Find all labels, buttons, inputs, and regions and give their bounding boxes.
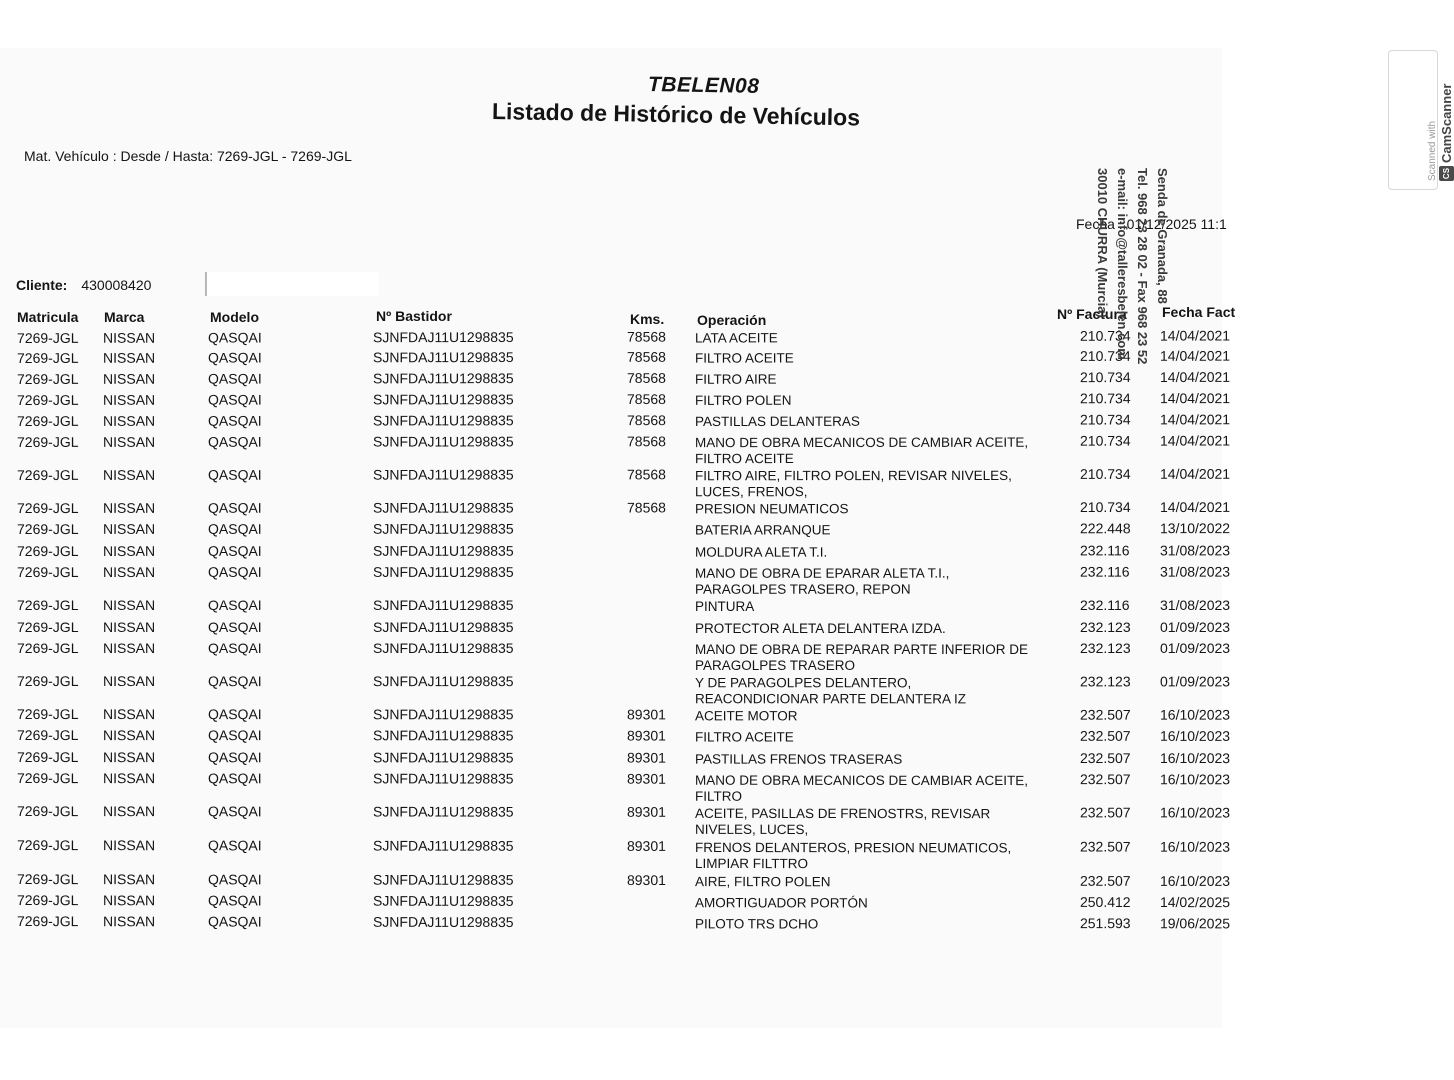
cell-fecha: 14/04/2021: [1159, 390, 1231, 407]
cell-fecha: 16/10/2023: [1159, 804, 1231, 821]
cell-factura: 232.116: [1079, 563, 1130, 580]
cell-op: FILTRO POLEN: [695, 392, 792, 408]
cell-kms: 78568: [626, 369, 666, 386]
cell-kms: 89301: [626, 727, 666, 744]
client-line: [16, 277, 151, 293]
cell-modelo: QASQAI: [207, 466, 262, 483]
cell-fecha: 16/10/2023: [1159, 727, 1231, 744]
cell-mat: 7269-JGL: [16, 913, 79, 930]
cell-factura: 210.734: [1079, 465, 1131, 482]
table-row: [0, 673, 1240, 707]
cell-modelo: QASQAI: [207, 563, 262, 580]
cell-marca: NISSAN: [102, 727, 156, 744]
table-row: [0, 327, 1240, 350]
cell-marca: NISSAN: [102, 391, 156, 408]
cell-modelo: QASQAI: [207, 391, 262, 408]
col-header-bastidor: Nº Bastidor: [376, 308, 452, 324]
cell-bastidor: SJNFDAJ11U1298835: [372, 412, 514, 429]
cell-marca: NISSAN: [102, 563, 156, 580]
cell-modelo: QASQAI: [207, 520, 262, 537]
cell-mat: 7269-JGL: [16, 640, 79, 657]
address-line-4: 30010 CHURRA (Murcia): [1095, 168, 1110, 318]
address-line-3: e-mail: info@talleresbelen.com: [1115, 168, 1130, 360]
cell-op: MOLDURA ALETA T.I.: [695, 544, 828, 560]
workshop-address: [1092, 168, 1172, 498]
col-header-factura: Nº Factura: [1057, 306, 1127, 322]
cell-factura: 210.734: [1079, 347, 1131, 364]
cell-factura: 251.593: [1079, 915, 1131, 932]
cell-mat: 7269-JGL: [16, 520, 79, 537]
cell-modelo: QASQAI: [207, 349, 262, 366]
cell-factura: 210.734: [1079, 411, 1131, 428]
table-row: [0, 542, 1240, 563]
table-row: [0, 749, 1240, 770]
col-header-fecha: Fecha Fact: [1162, 304, 1236, 320]
cell-op: ACEITE MOTOR: [694, 708, 798, 724]
cell-marca: NISSAN: [102, 770, 156, 787]
cell-op: FILTRO ACEITE: [695, 350, 794, 366]
cell-mat: 7269-JGL: [16, 499, 79, 516]
cell-mat: 7269-JGL: [16, 837, 79, 854]
cell-bastidor: SJNFDAJ11U1298835: [372, 370, 514, 387]
cell-mat: 7269-JGL: [16, 749, 79, 766]
table-row: [0, 465, 1240, 500]
cell-bastidor: SJNFDAJ11U1298835: [373, 619, 514, 635]
cell-mat: 7269-JGL: [16, 673, 79, 690]
client-label: Cliente:: [16, 277, 68, 293]
cell-marca: NISSAN: [102, 871, 156, 888]
cell-op: FILTRO ACEITE: [694, 729, 794, 745]
cell-mat: 7269-JGL: [16, 563, 79, 580]
table-row: [0, 892, 1240, 914]
vehicle-range: Mat. Vehículo : Desde / Hasta: 7269-JGL - 7269-JGL: [24, 148, 352, 164]
cell-fecha: 14/02/2025: [1159, 894, 1231, 911]
cell-kms: 89301: [626, 770, 666, 787]
cell-kms: 89301: [626, 749, 666, 766]
cell-marca: NISSAN: [102, 913, 156, 930]
redacted-client-name: [205, 272, 379, 296]
cell-bastidor: SJNFDAJ11U1298835: [372, 520, 514, 537]
cell-factura: 232.507: [1079, 872, 1131, 889]
cell-factura: 250.412: [1079, 893, 1131, 910]
cell-bastidor: SJNFDAJ11U1298835: [372, 640, 514, 657]
cell-op: PROTECTOR ALETA DELANTERA IZDA.: [695, 621, 946, 636]
cell-marca: NISSAN: [102, 837, 156, 854]
cell-kms: 78568: [626, 433, 666, 450]
cell-bastidor: SJNFDAJ11U1298835: [372, 871, 514, 888]
cell-factura: 232.116: [1080, 596, 1130, 613]
cell-op: MANO DE OBRA MECANICOS DE CAMBIAR ACEITE, FILTRO ACEITE: [695, 434, 1029, 467]
cell-fecha: 31/08/2023: [1159, 563, 1231, 580]
table-row: [0, 871, 1240, 893]
cell-bastidor: SJNFDAJ11U1298835: [372, 673, 514, 690]
cell-kms: 78568: [626, 348, 666, 365]
cell-modelo: QASQAI: [207, 433, 262, 450]
cell-factura: 210.734: [1079, 432, 1131, 449]
cell-marca: NISSAN: [102, 520, 156, 537]
cell-bastidor: SJNFDAJ11U1298835: [372, 391, 514, 408]
cell-op: FRENOS DELANTEROS, PRESION NEUMATICOS, LIMPIAR FILTTRO: [694, 839, 1012, 872]
cell-op: PASTILLAS FRENOS TRASERAS: [694, 751, 903, 767]
cell-kms: 78568: [626, 412, 666, 429]
cell-bastidor: SJNFDAJ11U1298835: [372, 749, 514, 766]
cell-modelo: QASQAI: [207, 871, 262, 888]
report-date: Fecha : 01/12/2025 11:1: [1076, 216, 1227, 232]
cell-modelo: QASQAI: [207, 803, 262, 820]
cell-fecha: 14/04/2021: [1159, 327, 1231, 344]
col-header-kms: Kms.: [630, 311, 665, 327]
cell-bastidor: SJNFDAJ11U1298835: [372, 349, 514, 366]
cell-marca: NISSAN: [102, 640, 156, 657]
cell-op: Y DE PARAGOLPES DELANTERO, REACONDICIONAR PARTE DELANTERA IZ: [694, 675, 967, 707]
cell-op: PINTURA: [695, 598, 755, 614]
cell-mat: 7269-JGL: [16, 803, 79, 820]
table-row: [0, 348, 1240, 370]
cell-fecha: 31/08/2023: [1160, 596, 1231, 613]
cell-marca: NISSAN: [102, 433, 156, 450]
cell-factura: 232.507: [1079, 706, 1131, 723]
watermark-brand: CamScanner: [1439, 83, 1454, 163]
cell-marca: NISSAN: [102, 370, 156, 387]
cell-op: FILTRO AIRE, FILTRO POLEN, REVISAR NIVELES, LUCES, FRENOS,: [695, 467, 1012, 500]
cell-factura: 210.734: [1079, 327, 1131, 344]
cell-marca: NISSAN: [102, 349, 156, 366]
cell-factura: 232.123: [1079, 673, 1131, 690]
cell-kms: 78568: [626, 390, 666, 408]
col-header-operacion: Operación: [697, 312, 767, 328]
camscanner-logo-icon: CS: [1439, 166, 1454, 181]
cell-mat: 7269-JGL: [16, 349, 79, 366]
cell-bastidor: SJNFDAJ11U1298835: [372, 542, 514, 559]
address-line-2: Tel. 968 23 28 02 - Fax 968 23 52: [1135, 168, 1150, 365]
cell-mat: 7269-JGL: [16, 542, 79, 559]
cell-modelo: QASQAI: [207, 499, 262, 516]
table-row: [0, 803, 1240, 837]
cell-op: BATERIA ARRANQUE: [695, 522, 831, 538]
cell-kms: 78568: [626, 328, 666, 345]
cell-op: MANO DE OBRA MECANICOS DE CAMBIAR ACEITE, FILTRO: [694, 772, 1029, 804]
cell-kms: 89301: [626, 706, 666, 723]
table-row: [0, 563, 1240, 597]
cell-bastidor: SJNFDAJ11U1298835: [372, 892, 514, 909]
cell-kms: 78568: [626, 466, 666, 483]
cell-mat: 7269-JGL: [16, 370, 79, 387]
cell-op: PILOTO TRS DCHO: [694, 916, 819, 932]
cell-modelo: QASQAI: [207, 706, 262, 723]
table-row: [0, 619, 1240, 639]
cell-op: MANO DE OBRA DE REPARAR PARTE INFERIOR DE PARAGOLPES TRASERO: [694, 642, 1029, 674]
table-row: [0, 597, 1240, 617]
cell-op: AMORTIGUADOR PORTÓN: [694, 895, 868, 911]
cell-bastidor: SJNFDAJ11U1298835: [372, 913, 514, 930]
cell-fecha: 14/04/2021: [1159, 347, 1231, 364]
col-header-modelo: Modelo: [210, 309, 259, 325]
cell-modelo: QASQAI: [207, 329, 262, 346]
cell-mat: 7269-JGL: [16, 727, 79, 744]
cell-factura: 232.116: [1079, 542, 1130, 559]
cell-fecha: 01/09/2023: [1159, 673, 1231, 690]
cell-bastidor: SJNFDAJ11U1298835: [373, 596, 514, 613]
cell-modelo: QASQAI: [207, 892, 262, 909]
cell-marca: NISSAN: [102, 749, 156, 766]
report-code: TBELEN08: [647, 73, 760, 98]
cell-op: MANO DE OBRA DE EPARAR ALETA T.I., PARAGOLPES TRASERO, REPON: [695, 565, 950, 597]
cell-modelo: QASQAI: [207, 727, 262, 744]
table-row: [0, 706, 1240, 727]
table-row: [0, 727, 1240, 748]
cell-modelo: QASQAI: [208, 596, 262, 613]
cell-bastidor: SJNFDAJ11U1298835: [372, 499, 514, 516]
cell-modelo: QASQAI: [207, 770, 262, 787]
cell-bastidor: SJNFDAJ11U1298835: [372, 706, 514, 723]
client-code: 430008420: [81, 277, 152, 293]
cell-kms: 89301: [626, 803, 666, 820]
cell-modelo: QASQAI: [207, 542, 262, 559]
table-row: [0, 837, 1240, 872]
cell-modelo: QASQAI: [207, 412, 262, 429]
cell-mat: 7269-JGL: [16, 871, 79, 888]
cell-fecha: 14/04/2021: [1159, 368, 1231, 385]
cell-marca: NISSAN: [102, 673, 156, 690]
cell-marca: NISSAN: [103, 596, 156, 613]
page-title: Listado de Histórico de Vehículos: [491, 98, 861, 131]
table-row: [0, 432, 1240, 467]
cell-fecha: 31/08/2023: [1159, 542, 1231, 559]
table-row: [0, 520, 1240, 541]
cell-factura: 232.507: [1079, 838, 1131, 855]
cell-factura: 210.734: [1079, 499, 1131, 516]
cell-fecha: 01/09/2023: [1159, 640, 1231, 657]
cell-factura: 232.507: [1079, 804, 1131, 821]
cell-factura: 232.507: [1079, 727, 1131, 744]
cell-bastidor: SJNFDAJ11U1298835: [372, 328, 514, 346]
cell-modelo: QASQAI: [207, 749, 262, 766]
cell-fecha: 14/04/2021: [1159, 411, 1231, 428]
cell-mat: 7269-JGL: [17, 596, 79, 613]
table-row: [0, 499, 1240, 520]
cell-modelo: QASQAI: [207, 640, 262, 657]
cell-marca: NISSAN: [102, 412, 156, 429]
cell-fecha: 16/10/2023: [1159, 706, 1231, 723]
cell-bastidor: SJNFDAJ11U1298835: [372, 563, 514, 580]
cell-marca: NISSAN: [102, 329, 156, 346]
cell-mat: 7269-JGL: [16, 770, 79, 787]
cell-fecha: 01/09/2023: [1160, 619, 1231, 635]
cell-factura: 232.123: [1080, 619, 1131, 635]
cell-fecha: 14/04/2021: [1159, 465, 1231, 482]
cell-mat: 7269-JGL: [16, 892, 79, 909]
table-row: [0, 770, 1240, 804]
cell-factura: 232.507: [1079, 749, 1131, 766]
cell-marca: NISSAN: [102, 466, 156, 483]
table-row: [0, 640, 1240, 674]
cell-marca: NISSAN: [102, 706, 156, 723]
cell-mat: 7269-JGL: [16, 412, 79, 429]
cell-fecha: 14/04/2021: [1159, 498, 1231, 515]
camscanner-watermark: [1388, 50, 1454, 190]
cell-modelo: QASQAI: [207, 837, 262, 854]
cell-mat: 7269-JGL: [16, 433, 79, 450]
address-line-1: Senda de Granada, 88: [1155, 168, 1170, 304]
cell-factura: 232.507: [1079, 771, 1131, 788]
cell-kms: 89301: [626, 871, 666, 889]
cell-op: AIRE, FILTRO POLEN: [694, 874, 831, 890]
cell-bastidor: SJNFDAJ11U1298835: [372, 803, 514, 820]
cell-marca: NISSAN: [102, 892, 156, 909]
cell-kms: 89301: [626, 837, 666, 854]
cell-fecha: 16/10/2023: [1159, 771, 1231, 788]
cell-op: FILTRO AIRE: [695, 371, 777, 387]
cell-modelo: QASQAI: [208, 619, 262, 635]
watermark-caption: Scanned with: [1427, 120, 1438, 181]
cell-mat: 7269-JGL: [16, 466, 79, 483]
col-header-matricula: Matricula: [17, 309, 79, 325]
cell-fecha: 14/04/2021: [1159, 432, 1231, 449]
cell-marca: NISSAN: [103, 619, 156, 635]
cell-fecha: 19/06/2025: [1159, 915, 1231, 932]
cell-mat: 7269-JGL: [16, 391, 79, 408]
cell-factura: 210.734: [1079, 369, 1131, 386]
cell-factura: 210.734: [1079, 390, 1131, 407]
cell-marca: NISSAN: [102, 803, 156, 820]
cell-marca: NISSAN: [102, 499, 156, 516]
cell-fecha: 16/10/2023: [1159, 838, 1231, 855]
table-row: [0, 913, 1240, 935]
cell-fecha: 16/10/2023: [1159, 872, 1231, 889]
table-row: [0, 369, 1240, 391]
table-row: [0, 411, 1240, 433]
cell-bastidor: SJNFDAJ11U1298835: [372, 837, 514, 854]
cell-modelo: QASQAI: [207, 370, 262, 387]
cell-marca: NISSAN: [102, 542, 156, 559]
cell-modelo: QASQAI: [207, 913, 262, 930]
cell-modelo: QASQAI: [207, 673, 262, 690]
cell-op: ACEITE, PASILLAS DE FRENOSTRS, REVISAR NIVELES, LUCES,: [694, 805, 991, 837]
cell-bastidor: SJNFDAJ11U1298835: [372, 727, 514, 744]
cell-op: PASTILLAS DELANTERAS: [695, 413, 860, 430]
cell-mat: 7269-JGL: [16, 329, 79, 346]
cell-bastidor: SJNFDAJ11U1298835: [372, 433, 514, 450]
cell-op: LATA ACEITE: [695, 330, 778, 346]
cell-kms: 78568: [626, 499, 666, 516]
cell-bastidor: SJNFDAJ11U1298835: [372, 770, 514, 787]
cell-mat: 7269-JGL: [17, 619, 79, 635]
cell-fecha: 16/10/2023: [1159, 750, 1231, 767]
cell-factura: 222.448: [1079, 520, 1131, 537]
cell-bastidor: SJNFDAJ11U1298835: [372, 466, 514, 483]
table-row: [0, 390, 1240, 412]
cell-op: PRESION NEUMATICOS: [695, 501, 849, 517]
cell-factura: 232.123: [1079, 640, 1131, 657]
cell-mat: 7269-JGL: [16, 706, 79, 723]
cell-fecha: 13/10/2022: [1159, 520, 1231, 537]
col-header-marca: Marca: [104, 309, 145, 325]
